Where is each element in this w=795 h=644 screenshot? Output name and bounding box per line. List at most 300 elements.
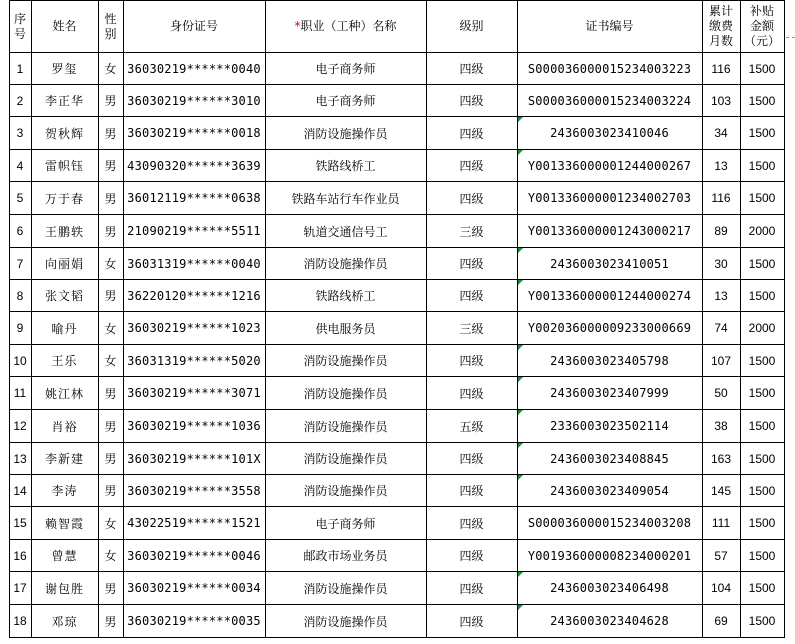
cell-job[interactable] [265,475,426,507]
cell-id[interactable] [123,53,265,85]
cell-name-text: 李新建 [44,452,84,466]
cell-level-text: 四级 [459,289,484,303]
cell-cert[interactable] [517,410,702,443]
cell-gender[interactable] [98,540,123,572]
cell-amount-text: 1500 [748,581,776,595]
lead-cell [0,475,9,507]
header-name[interactable]: 姓名 [31,1,98,53]
cell-months[interactable] [702,507,740,540]
cell-months[interactable] [702,345,740,377]
lead-cell [0,605,9,638]
header-months-line1: 累计 [708,4,733,18]
cell-name[interactable] [31,377,98,410]
cell-name[interactable] [31,150,98,182]
cell-cert-text: Y002036000009233000669 [527,321,692,335]
cell-name-text: 喻丹 [51,321,78,336]
cell-name-text: 张文韬 [44,289,84,303]
cell-months[interactable] [702,117,740,150]
cell-months-text: 30 [714,256,728,271]
cell-amount[interactable] [740,312,784,345]
cell-months[interactable] [702,215,740,248]
cell-job[interactable] [265,150,426,182]
cell-name[interactable] [31,117,98,150]
cell-name[interactable] [31,215,98,248]
cell-level-text: 四级 [459,386,484,401]
cell-months-text: 103 [710,93,732,108]
cell-seq[interactable] [9,540,31,572]
cell-level[interactable] [426,475,517,507]
header-id[interactable]: 身份证号 [123,1,265,53]
text-number-indicator-icon [518,475,523,480]
cell-id-text: 36030219******3010 [127,93,261,108]
cell-level[interactable] [426,443,517,475]
cell-job-text: 消防设施操作员 [303,581,388,596]
cell-gender-text: 女 [104,257,117,271]
cell-job[interactable] [265,280,426,312]
cell-id-text: 36031319******5020 [127,353,261,368]
cell-seq[interactable] [9,182,31,215]
cell-gender-text: 男 [104,452,117,466]
cell-name[interactable] [31,572,98,605]
cell-name[interactable] [31,280,98,312]
cell-level[interactable] [426,377,517,410]
cell-id-text: 36220120******1216 [127,288,261,303]
cell-amount[interactable] [740,443,784,475]
header-level[interactable]: 级别 [426,1,517,53]
cell-job[interactable] [265,248,426,280]
cell-level[interactable] [426,312,517,345]
cell-months-text: 116 [711,191,731,205]
cell-months[interactable] [702,410,740,443]
cell-cert[interactable] [517,475,702,507]
cell-cert[interactable] [517,507,702,540]
cell-gender[interactable] [98,117,123,150]
cell-gender-text: 男 [104,224,117,239]
cell-level-text: 四级 [459,257,484,271]
cell-job[interactable] [265,312,426,345]
cell-cert[interactable] [517,280,702,312]
cell-level[interactable] [426,345,517,377]
cell-cert-text: Y001336000001234002703 [527,191,692,205]
cell-amount-text: 1500 [748,256,776,271]
cell-job-text: 供电服务员 [315,321,376,336]
cell-job-text: 消防设施操作员 [303,126,388,141]
cell-job-text: 消防设施操作员 [303,452,388,466]
cell-job[interactable] [265,410,426,443]
cell-gender-text: 男 [104,191,117,206]
cell-seq-text: 11 [13,386,27,400]
cell-seq-text: 14 [13,483,27,498]
cell-name-text: 李正华 [44,94,84,108]
cell-amount[interactable] [740,605,784,638]
cell-id[interactable] [123,215,265,248]
cell-gender[interactable] [98,410,123,443]
cell-level-text: 五级 [459,419,484,434]
cell-level[interactable] [426,215,517,248]
cell-job-text: 邮政市场业务员 [303,549,388,563]
cell-id[interactable] [123,507,265,540]
cell-months[interactable] [702,150,740,182]
cell-seq-text: 6 [16,224,24,238]
cell-amount-text: 1500 [748,126,776,140]
cell-gender[interactable] [98,150,123,182]
cell-name[interactable] [31,182,98,215]
cell-cert-text: Y001336000001243000217 [527,224,692,238]
lead-cell [0,215,9,248]
cell-seq-text: 9 [16,321,24,335]
cell-name[interactable] [31,312,98,345]
cell-seq-text: 15 [13,516,27,530]
cell-amount[interactable] [740,540,784,572]
cell-amount[interactable] [740,53,784,85]
cell-amount[interactable] [740,150,784,182]
header-cert[interactable]: 证书编号 [517,1,702,53]
cell-months[interactable] [702,443,740,475]
cell-id[interactable] [123,605,265,638]
cell-id[interactable] [123,572,265,605]
header-job-label: 职业（工种）名称 [300,19,397,33]
cell-months[interactable] [702,540,740,572]
cell-seq[interactable] [9,117,31,150]
text-number-indicator-icon [518,377,523,382]
cell-seq[interactable] [9,280,31,312]
cell-amount[interactable] [740,85,784,117]
cell-cert-text: Y001336000001244000274 [527,288,692,303]
cell-seq[interactable] [9,443,31,475]
cell-amount[interactable] [740,377,784,410]
cell-seq-text: 8 [16,288,24,303]
cell-level[interactable] [426,540,517,572]
cell-name-text: 向丽娟 [44,257,84,271]
cell-id[interactable] [123,345,265,377]
cell-gender-text: 男 [104,126,117,141]
cell-job-text: 消防设施操作员 [303,257,388,271]
cell-cert-text: 2436003023405798 [550,353,669,368]
cell-id[interactable] [123,85,265,117]
cell-cert[interactable] [517,443,702,475]
table-row [0,117,784,150]
cell-id[interactable] [123,475,265,507]
cell-amount-text: 2000 [748,224,776,238]
text-number-indicator-icon [518,280,523,285]
cell-amount[interactable] [740,475,784,507]
cell-cert[interactable] [517,53,702,85]
cell-seq[interactable] [9,312,31,345]
cell-months[interactable] [702,280,740,312]
lead-cell [0,150,9,182]
cell-months-text: 111 [711,516,731,530]
cell-amount[interactable] [740,248,784,280]
cell-id-text: 36012119******0638 [127,191,261,205]
cell-seq[interactable] [9,345,31,377]
cell-level[interactable] [426,117,517,150]
cell-gender-text: 女 [104,321,117,336]
cell-gender[interactable] [98,572,123,605]
cell-gender[interactable] [98,443,123,475]
cell-amount[interactable] [740,182,784,215]
header-amount[interactable] [740,1,784,53]
cell-cert-text: S000036000015234003223 [527,61,692,76]
cell-id[interactable] [123,117,265,150]
cell-job-text: 铁路车站行车作业员 [291,191,400,206]
cell-name-text: 雷帜钰 [44,159,84,173]
lead-cell [0,85,9,117]
cell-job[interactable] [265,507,426,540]
cell-level[interactable] [426,182,517,215]
cell-name[interactable] [31,475,98,507]
cell-months[interactable] [702,182,740,215]
cell-cert[interactable] [517,248,702,280]
cell-months[interactable] [702,85,740,117]
lead-cell [0,53,9,85]
cell-cert[interactable] [517,85,702,117]
cell-level-text: 四级 [459,581,484,596]
table-row [0,312,784,345]
text-number-indicator-icon [518,150,523,155]
lead-cell [0,1,9,53]
cell-cert[interactable] [517,605,702,638]
cell-seq[interactable] [9,605,31,638]
lead-cell [0,182,9,215]
header-amount-line1: 补贴 [749,4,774,18]
cell-level-text: 三级 [459,321,484,336]
table-row [0,507,784,540]
header-months-line3: 月数 [708,34,733,48]
cell-gender-text: 男 [104,94,117,108]
cell-id[interactable] [123,248,265,280]
cell-amount-text: 1500 [748,61,776,76]
cell-level[interactable] [426,85,517,117]
cell-cert[interactable] [517,117,702,150]
cell-name[interactable] [31,540,98,572]
cell-id[interactable] [123,150,265,182]
cell-amount[interactable] [740,410,784,443]
cell-job[interactable] [265,182,426,215]
cell-id[interactable] [123,540,265,572]
cell-name-text: 王鹏轶 [44,224,84,239]
cell-amount-text: 1500 [748,93,776,108]
page-break-line [786,37,795,38]
cell-months[interactable] [702,312,740,345]
cell-level-text: 三级 [459,224,484,239]
cell-job-text: 消防设施操作员 [303,614,388,629]
cell-amount-text: 1500 [748,386,776,400]
cell-gender-text: 女 [104,62,117,76]
cell-cert[interactable] [517,377,702,410]
cell-name-text: 肖裕 [51,419,78,434]
header-amount-line3: （元） [743,34,780,48]
cell-amount-text: 1500 [748,548,776,563]
cell-level[interactable] [426,248,517,280]
cell-job[interactable] [265,443,426,475]
cell-months-text: 13 [714,288,728,303]
header-months[interactable] [702,1,740,53]
header-gender[interactable] [98,1,123,53]
cell-months-text: 145 [710,483,732,498]
cell-id-text: 36030219******0034 [127,581,261,595]
cell-gender[interactable] [98,280,123,312]
cell-id-text: 36030219******0018 [127,126,261,140]
header-seq-line1: 序 [13,11,26,26]
cell-gender-text: 男 [104,419,117,434]
cell-job-text: 电子商务师 [315,62,376,76]
cell-level[interactable] [426,410,517,443]
cell-level[interactable] [426,53,517,85]
cell-name[interactable] [31,248,98,280]
cell-gender[interactable] [98,215,123,248]
text-number-indicator-icon [518,410,523,415]
cell-gender[interactable] [98,248,123,280]
cell-job-text: 铁路线桥工 [315,159,376,173]
cell-seq[interactable] [9,53,31,85]
cell-months[interactable] [702,377,740,410]
text-number-indicator-icon [518,572,523,577]
cell-level[interactable] [426,150,517,182]
cell-months-text: 13 [714,158,728,173]
cell-gender-text: 女 [104,549,117,563]
table-row [0,182,784,215]
cell-cert-text: 2436003023406498 [550,581,669,595]
cell-amount[interactable] [740,215,784,248]
cell-seq-text: 5 [16,191,24,205]
cell-seq[interactable] [9,248,31,280]
cell-level[interactable] [426,605,517,638]
cell-name[interactable] [31,443,98,475]
cell-job[interactable] [265,605,426,638]
cell-cert[interactable] [517,540,702,572]
cell-gender[interactable] [98,475,123,507]
cell-amount[interactable] [740,280,784,312]
table-row [0,280,784,312]
cell-gender[interactable] [98,345,123,377]
header-row [0,1,784,53]
cell-job[interactable] [265,572,426,605]
cell-name[interactable] [31,345,98,377]
cell-gender-text: 男 [104,614,117,629]
cell-id-text: 36030219******0035 [127,614,261,628]
header-seq[interactable] [9,1,31,53]
cell-gender-text: 男 [104,289,117,303]
cell-name[interactable] [31,410,98,443]
cell-job[interactable] [265,345,426,377]
cell-gender[interactable] [98,53,123,85]
cell-gender[interactable] [98,182,123,215]
header-gender-line1: 性 [104,11,117,26]
cell-job[interactable] [265,117,426,150]
cell-months-text: 57 [714,548,728,563]
cell-months[interactable] [702,248,740,280]
cell-level-text: 四级 [459,159,484,173]
cell-months[interactable] [702,605,740,638]
cell-name-text: 谢包胜 [44,581,84,596]
header-amount-line2: 金额 [749,19,774,33]
lead-cell [0,410,9,443]
cell-seq[interactable] [9,475,31,507]
cell-seq[interactable] [9,410,31,443]
cell-amount[interactable] [740,345,784,377]
cell-level[interactable] [426,572,517,605]
cell-amount[interactable] [740,572,784,605]
cell-seq[interactable] [9,85,31,117]
cell-id[interactable] [123,443,265,475]
cell-seq-text: 12 [13,419,27,433]
cell-job[interactable] [265,53,426,85]
cell-level-text: 四级 [459,516,484,531]
cell-amount[interactable] [740,507,784,540]
cell-seq-text: 10 [13,353,27,368]
cell-level[interactable] [426,507,517,540]
cell-id[interactable] [123,312,265,345]
cell-id[interactable] [123,410,265,443]
text-number-indicator-icon [518,345,523,350]
cell-amount-text: 1500 [748,419,776,433]
cell-seq[interactable] [9,507,31,540]
cell-amount-text: 1500 [748,353,776,368]
cell-months[interactable] [702,53,740,85]
cell-cert-text: 2436003023407999 [550,386,669,400]
cell-cert[interactable] [517,572,702,605]
cell-seq-text: 3 [16,126,24,140]
cell-months-text: 34 [714,126,728,140]
cell-name[interactable] [31,605,98,638]
cell-job[interactable] [265,85,426,117]
cell-id-text: 36030219******101X [127,451,261,466]
lead-cell [0,280,9,312]
cell-name[interactable] [31,507,98,540]
cell-amount[interactable] [740,117,784,150]
cell-gender-text: 男 [104,581,117,596]
cell-level[interactable] [426,280,517,312]
cell-name-text: 万于春 [44,191,84,206]
cell-months[interactable] [702,475,740,507]
cell-cert[interactable] [517,345,702,377]
lead-cell [0,443,9,475]
cell-months[interactable] [702,572,740,605]
cell-level-text: 四级 [459,549,484,563]
cell-name[interactable] [31,85,98,117]
cell-gender[interactable] [98,85,123,117]
cell-cert[interactable] [517,215,702,248]
cell-id[interactable] [123,280,265,312]
cell-cert[interactable] [517,182,702,215]
cell-gender[interactable] [98,312,123,345]
cell-id-text: 36030219******3558 [127,483,261,498]
cell-seq-text: 1 [16,61,24,76]
cell-seq[interactable] [9,377,31,410]
cell-name[interactable] [31,53,98,85]
cell-cert[interactable] [517,312,702,345]
header-job[interactable] [265,1,426,53]
cell-gender[interactable] [98,377,123,410]
cell-seq[interactable] [9,150,31,182]
cell-job[interactable] [265,540,426,572]
cell-seq-text: 2 [16,93,24,108]
text-number-indicator-icon [518,248,523,253]
cell-job[interactable] [265,215,426,248]
lead-cell [0,248,9,280]
cell-seq[interactable] [9,572,31,605]
cell-seq[interactable] [9,215,31,248]
cell-amount-text: 1500 [748,191,776,205]
cell-amount-text: 1500 [748,451,776,466]
cell-gender[interactable] [98,507,123,540]
cell-cert-text: 2436003023410051 [550,256,669,271]
cell-id[interactable] [123,182,265,215]
cell-cert[interactable] [517,150,702,182]
cell-job[interactable] [265,377,426,410]
cell-gender[interactable] [98,605,123,638]
cell-id[interactable] [123,377,265,410]
